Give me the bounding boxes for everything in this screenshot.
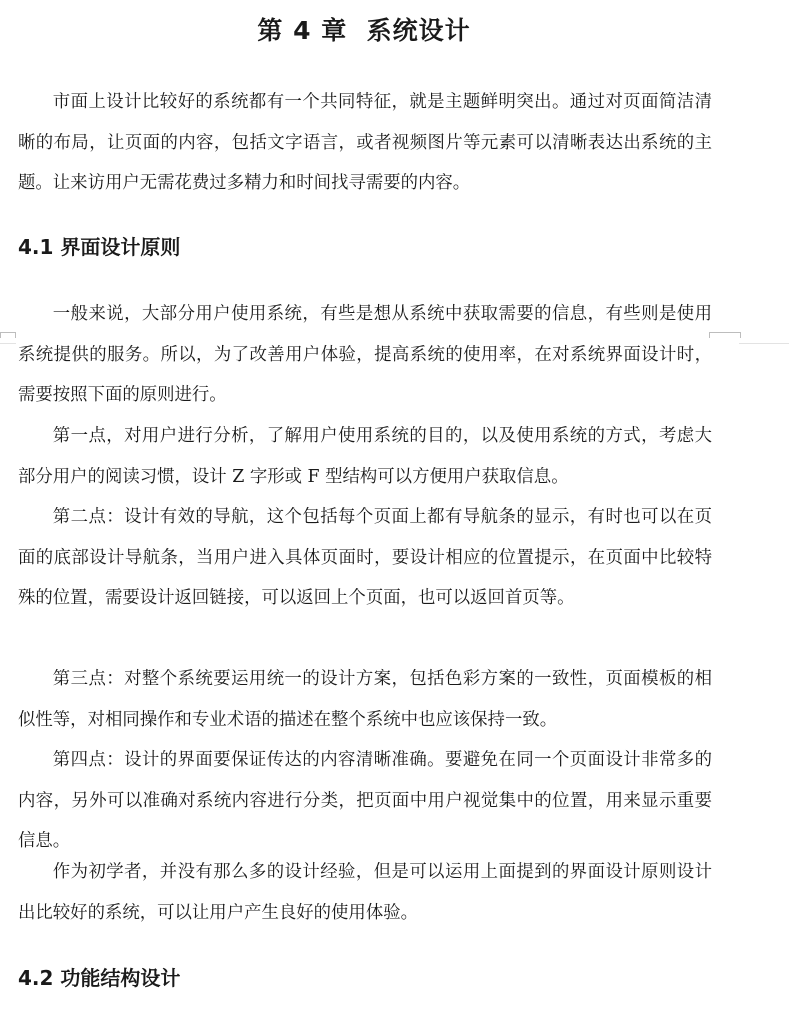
page-margin-marker-right	[709, 332, 741, 338]
closing-paragraph: 作为初学者，并没有那么多的设计经验，但是可以运用上面提到的界面设计原则设计出比较好的系统，可以让用户产生良好的使用体验。	[18, 862, 712, 923]
principle-intro-paragraph: 一般来说，大部分用户使用系统，有些是想从系统中获取需要的信息，有些则是使用系统提供的服务。所以，为了改善用户体验，提高系统的使用率，在对系统界面设计时，需要按照下面的原则进行。	[18, 304, 712, 405]
page-margin-marker-left	[0, 332, 16, 338]
principle-two-paragraph: 第二点：设计有效的导航，这个包括每个页面上都有导航条的显示，有时也可以在页面的底部设计导航条，当用户进入具体页面时，要设计相应的位置提示，在页面中比较特殊的位置，需要设计返回链接，可以返回上个页面，也可以返回首页等。	[18, 507, 712, 608]
chapter-title: 第 4 章 系统设计	[257, 16, 471, 45]
principle-four-paragraph: 第四点：设计的界面要保证传达的内容清晰准确。要避免在同一个页面设计非常多的内容，另外可以准确对系统内容进行分类，把页面中用户视觉集中的位置，用来显示重要信息。	[18, 750, 712, 851]
principle-one-paragraph: 第一点，对用户进行分析，了解用户使用系统的目的，以及使用系统的方式，考虑大部分用户的阅读习惯，设计 Z 字形或 F 型结构可以方便用户获取信息。	[18, 426, 712, 487]
section-heading-4-2: 4.2 功能结构设计	[18, 966, 181, 990]
principle-three-paragraph: 第三点：对整个系统要运用统一的设计方案，包括色彩方案的一致性，页面模板的相似性等，对相同操作和专业术语的描述在整个系统中也应该保持一致。	[18, 669, 712, 730]
intro-paragraph: 市面上设计比较好的系统都有一个共同特征，就是主题鲜明突出。通过对页面简洁清晰的布局，让页面的内容，包括文字语言，或者视频图片等元素可以清晰表达出系统的主题。让来访用户无需花费过多精力和时间找寻需要的内容。	[18, 92, 712, 193]
page-boundary-line-right	[739, 343, 789, 344]
page-boundary-line-left	[0, 343, 16, 344]
section-heading-4-1: 4.1 界面设计原则	[18, 235, 181, 259]
